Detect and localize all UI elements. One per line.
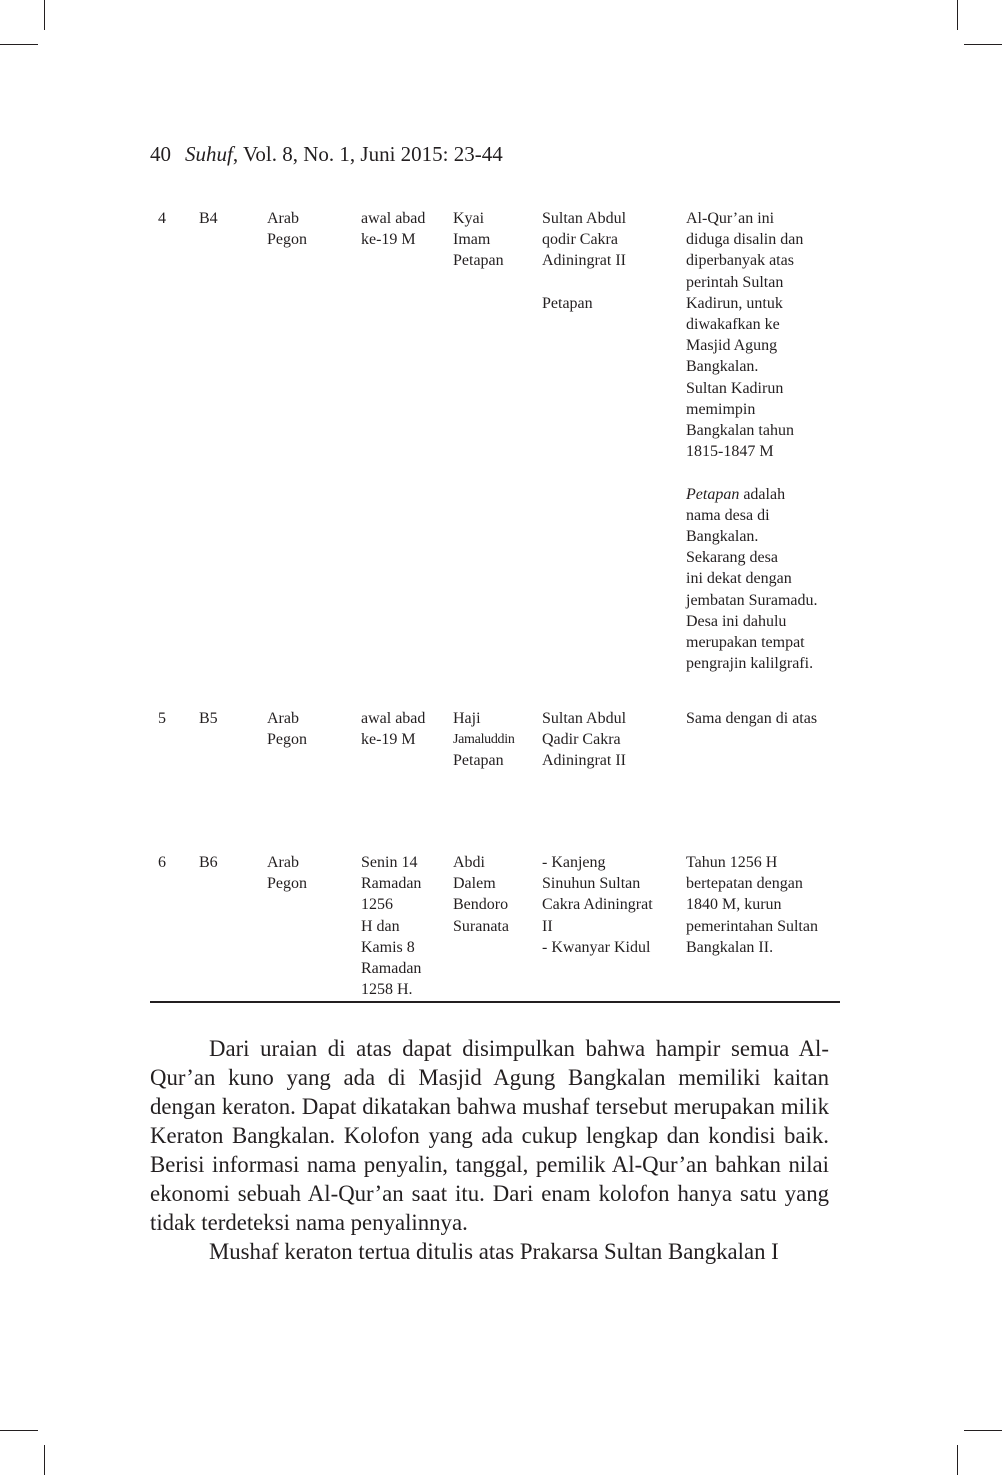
journal-issue: , Vol. 8, No. 1, Juni 2015: 23-44 <box>232 142 503 166</box>
paragraph: Dari uraian di atas dapat disimpulkan bahwa hampir semua Al-Qur’an kuno yang ada di Masjid Agung Bangkalan memiliki kaitan dengan keraton. Dapat dikatakan bahwa mushaf tersebut merupakan milik Keraton Bangkalan. Kolofon yang ada cukup lengkap dan kondisi baik. Berisi informasi nama penyalin, tanggal, pemilik Al-Qur’an bahkan nilai ekonomi sebuah Al-Qur’an saat itu. Dari enam kolofon hanya satu yang tidak terdeteksi nama penyalinnya. <box>150 1036 829 1235</box>
cell-kode: B6 <box>199 854 218 871</box>
crop-mark <box>0 1430 38 1431</box>
place-name-italic: Petapan <box>686 485 740 503</box>
cell-penyalin: Abdi Dalem Bendoro Suranata <box>453 854 509 935</box>
crop-mark <box>957 1445 958 1475</box>
cell-aksara: Arab Pegon <box>267 854 307 893</box>
cell-aksara: Arab Pegon <box>267 710 307 749</box>
page-number: 40 <box>150 142 171 166</box>
cell-no: 4 <box>158 210 166 227</box>
journal-title: Suhuf <box>185 142 233 166</box>
crop-mark <box>964 44 1002 45</box>
paragraph: Mushaf keraton tertua ditulis atas Prakarsa Sultan Bangkalan I <box>209 1239 779 1264</box>
table-row <box>150 708 840 852</box>
cell-keterangan: Tahun 1256 H bertepatan dengan 1840 M, kurun pemerintahan Sultan Bangkalan II. <box>686 854 818 956</box>
cell-penyalin: Haji Jamaluddin Petapan <box>453 710 515 770</box>
cell-pemilik: Sultan Abdul Qadir Cakra Adiningrat II <box>542 710 627 770</box>
body-text <box>150 1034 829 1266</box>
cell-penyalin: Kyai Imam Petapan <box>453 210 504 270</box>
crop-mark <box>964 1430 1002 1431</box>
cell-pemilik: - Kanjeng Sinuhun Sultan Cakra Adiningrat II - Kwanyar Kidul <box>542 854 653 956</box>
cell-kode: B5 <box>199 710 218 727</box>
crop-mark <box>44 0 45 30</box>
cell-waktu: awal abad ke-19 M <box>361 710 426 749</box>
table-row <box>150 852 840 1002</box>
crop-mark <box>957 0 958 30</box>
running-head <box>150 140 503 168</box>
cell-aksara: Arab Pegon <box>267 210 307 249</box>
cell-no: 6 <box>158 854 166 871</box>
cell-pemilik: Sultan Abdul qodir Cakra Adiningrat II Petapan <box>542 210 627 312</box>
crop-mark <box>44 1445 45 1475</box>
crop-mark <box>0 44 38 45</box>
cell-keterangan: Al-Qur’an ini diduga disalin dan diperbanyak atas perintah Sultan Kadirun, untuk diwakafkan ke Masjid Agung Bangkalan. Sultan Kadirun memimpin Bangkalan tahun 1815-1847 M Petapan adalah nama desa di Bangkalan. Sekarang desa ini dekat dengan jembatan Suramadu. Desa ini dahulu merupakan tempat pengrajin kalilgrafi. <box>686 210 818 673</box>
table-bottom-rule <box>150 1001 840 1003</box>
colophon-table <box>150 208 840 1002</box>
cell-waktu: Senin 14 Ramadan 1256 H dan Kamis 8 Ramadan 1258 H. <box>361 854 422 999</box>
cell-keterangan: Sama dengan di atas <box>686 710 818 727</box>
cell-no: 5 <box>158 710 166 727</box>
cell-waktu: awal abad ke-19 M <box>361 210 426 249</box>
table-row <box>150 208 840 708</box>
cell-kode: B4 <box>199 210 218 227</box>
